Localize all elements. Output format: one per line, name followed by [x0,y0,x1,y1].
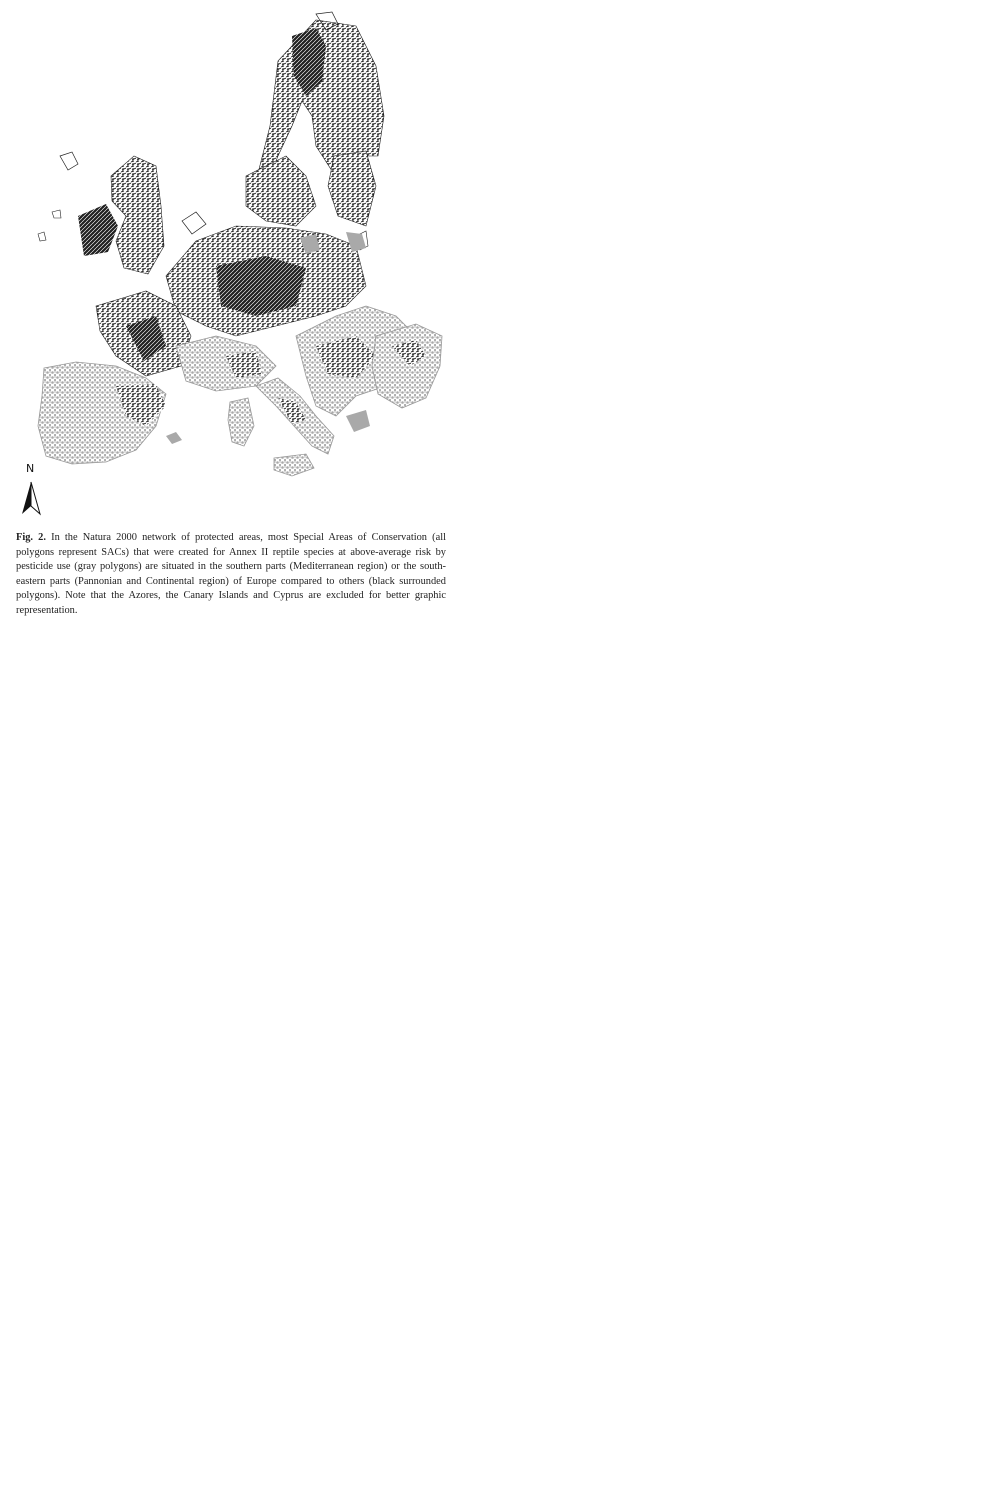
north-label: N [26,462,35,475]
black-polygons-british-isles [38,152,206,274]
figure-label: Fig. 2. [16,532,46,543]
caption-text: In the Natura 2000 network of protected areas, most Special Areas of Conservation (all polygons represent SACs) that were created for Annex II reptile species at above-average risk by pesticide use (gray polygons) are situated in the southern parts (Mediterranean region) or the south-eastern parts (Pannonian and Continental region) of Europe compared to others (black surrounded polygons). Note that the Azores, the Canary Islands and Cyprus are excluded for better graphic representation. [16,532,446,616]
gray-polygons-south-france [176,336,276,391]
gray-polygons-iberia [38,362,182,464]
figure-map [16,6,446,526]
europe-sac-map [16,6,446,526]
gray-polygons-greece [372,324,442,408]
figure-caption [16,531,446,619]
black-polygons-scandinavia [246,12,384,226]
